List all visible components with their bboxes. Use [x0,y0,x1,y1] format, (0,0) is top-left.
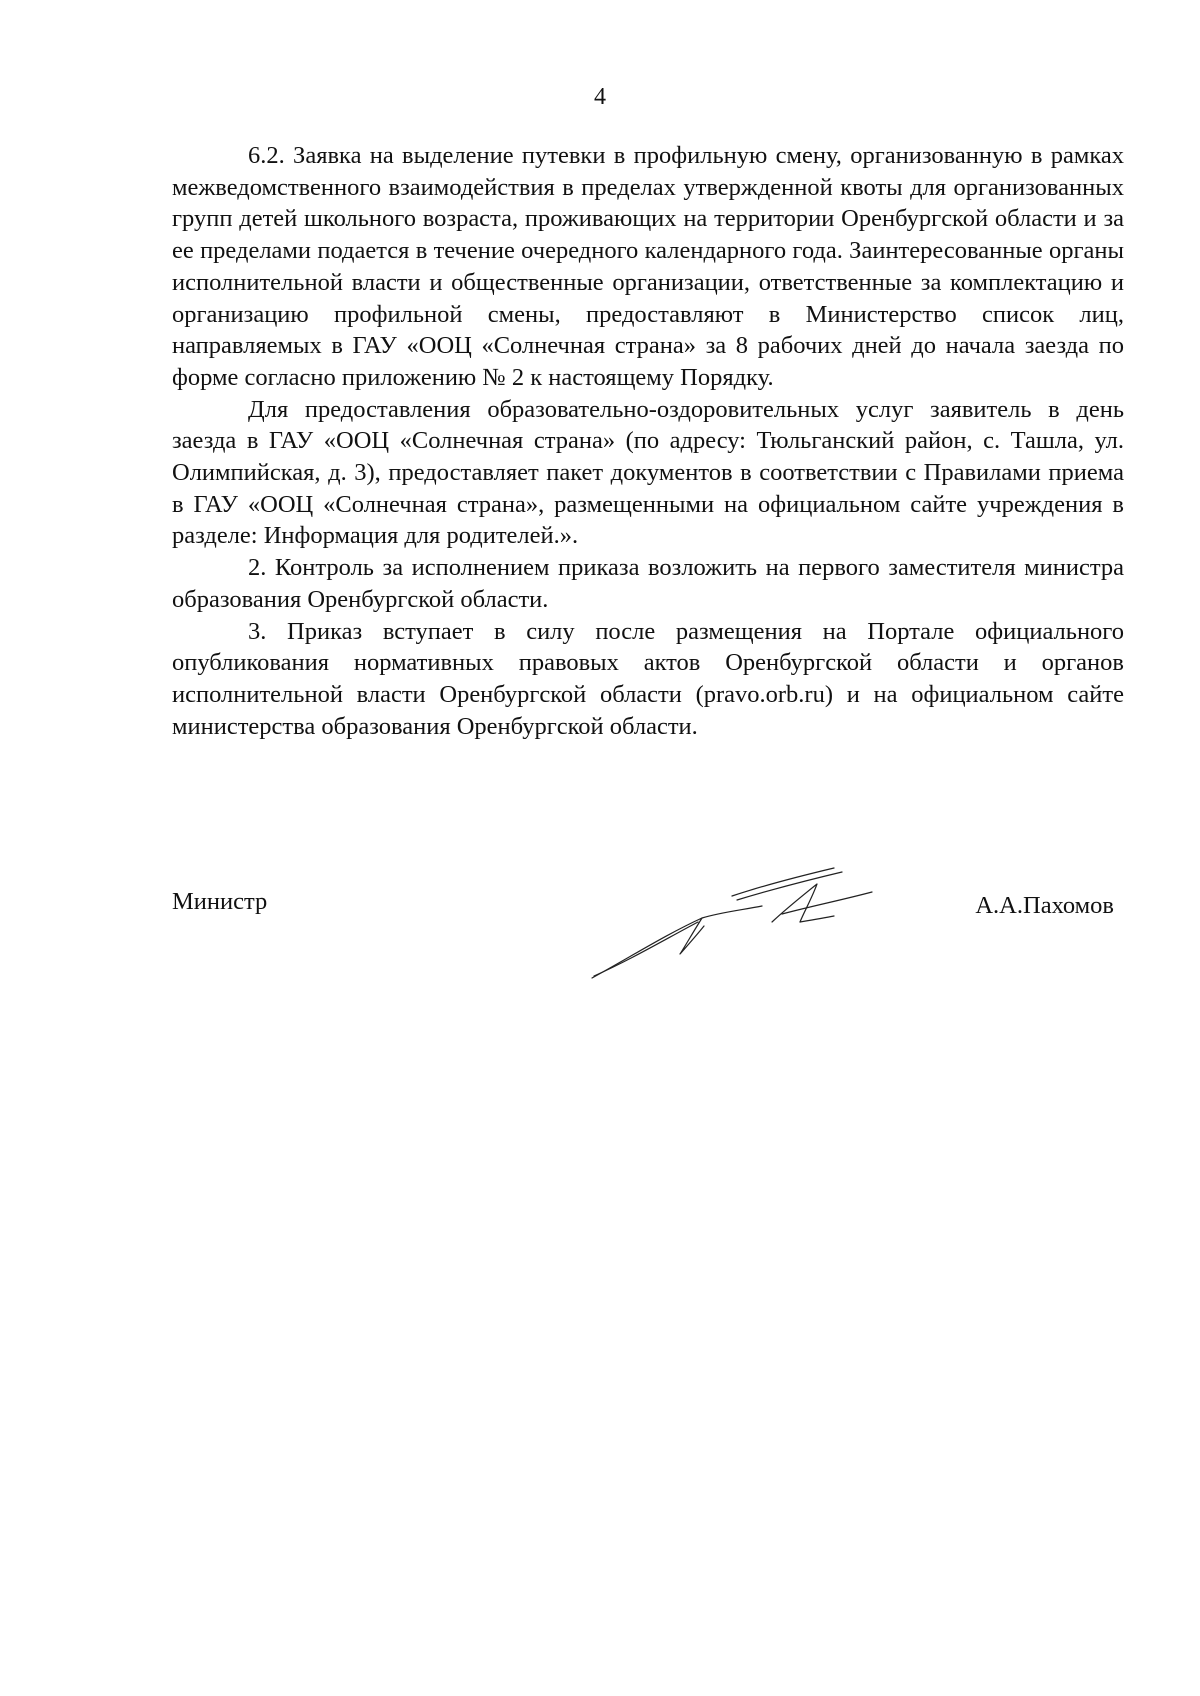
signatory-name: А.А.Пахомов [975,892,1114,919]
paragraph-documents: Для предоставления образовательно-оздоровительных услуг заявитель в день заезда в ГАУ «ООЦ «Солнечная страна» (по адресу: Тюльганский район, с. Ташла, ул. Олимпийская, д. 3), предоставляет пакет документов в соответствии с Правилами приема в ГАУ «ООЦ «Солнечная страна», размещенными на официальном сайте учреждения в разделе: Информация для родителей.». [172,395,1124,550]
paragraph-6-2: 6.2. Заявка на выделение путевки в профильную смену, организованную в рамках межведомственного взаимодействия в пределах утвержденной квоты для организованных групп детей школьного возраста, проживающих на территории Оренбургской области и за ее пределами подается в течение очередного календарного года. Заинтересованные органы исполнительной власти и общественные организации, ответственные за комплектацию и организацию профильной смены, предоставляют в Министерство список лиц, направляемых в ГАУ «ООЦ «Солнечная страна» за 8 рабочих дней до начала заезда по форме согласно приложению № 2 к настоящему Порядку. [172,142,1124,391]
document-body [172,140,1124,742]
handwritten-signature [572,856,892,996]
paragraph-effect: 3. Приказ вступает в силу после размещения на Портале официального опубликования нормативных правовых актов Оренбургской области и органов исполнительной власти Оренбургской области (pravo.orb.ru) и на официальном сайте министерства образования Оренбургской области. [172,617,1124,740]
signature-block [172,888,1124,1008]
page-number: 4 [594,84,606,110]
paragraph-control: 2. Контроль за исполнением приказа возложить на первого заместителя министра образования Оренбургской области. [172,554,1124,613]
signatory-position: Министр [172,888,268,915]
